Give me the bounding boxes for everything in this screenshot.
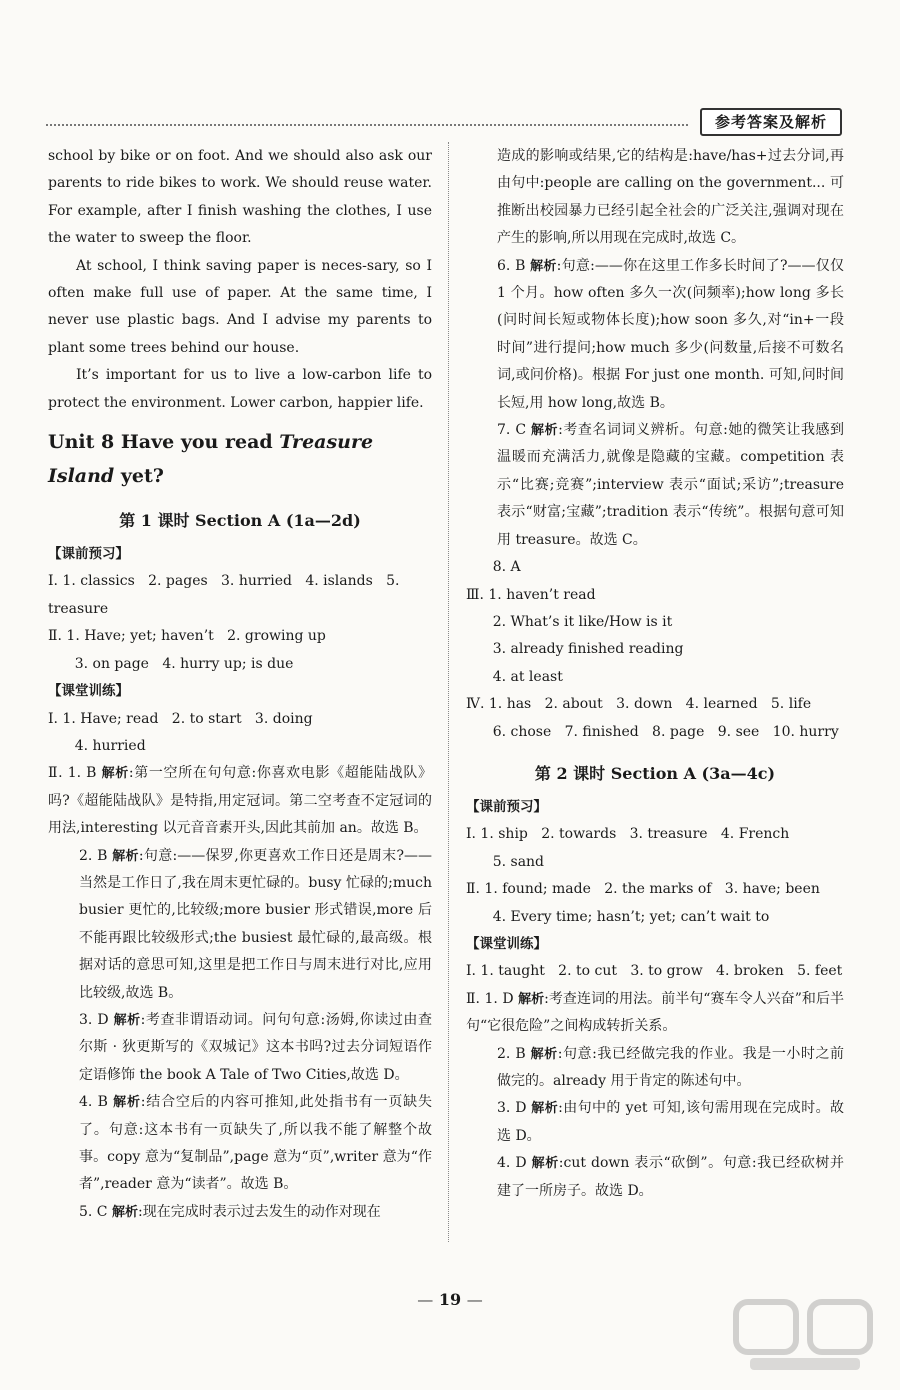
explanation-item: 4. D 解析:cut down 表示“砍倒”。句意:我已经砍树并建了一所房子。故选 D。 [497,1155,844,1199]
page-number: — 19 — [417,1290,483,1309]
left-column [48,143,432,1226]
explanation-item: 7. C 解析:考查名词词义辨析。句意:她的微笑让我感到温暖而充满活力,就像是隐藏的宝藏。competition 表示“比赛;竞赛”;interview 表示“面试;采访”;treasure 表示“财富;宝藏”;tradition 表示“传统”。根据句意可知用 treasure。故选 C。 [497,422,844,548]
explanation-item: Ⅱ. 1. B 解析:第一空所在句句意:你喜欢电影《超能陆战队》吗?《超能陆战队》是特指,用定冠词。第二空考查不定冠词的用法,interesting 以元音音素开头,因此其前加 an。故选 B。 [48,765,432,837]
right-column [466,143,844,1205]
section-tag: 【课堂训练】 [48,683,129,700]
unit-title: Unit 8 Have you read Treasure Island yet? [48,431,374,488]
answer-line: 3. already finished reading [466,641,684,658]
answer-line: 6. chose 7. finished 8. page 9. see 10. hurry [466,723,839,740]
answer-line: Ⅰ. 1. ship 2. towards 3. treasure 4. French [466,826,790,843]
answer-line: 5. sand [466,853,545,870]
essay-paragraph: school by bike or on foot. And we should also ask our parents to ride bikes to work. We should reuse water. For example, after I finish washing the clothes, I use the water to sweep the floor. [48,148,432,247]
section-badge: 参考答案及解析 [700,108,842,136]
answer-line: Ⅰ. 1. Have; read 2. to start 3. doing [48,710,313,727]
explanation-item: 4. B 解析:结合空后的内容可推知,此处指书有一页缺失了。句意:这本书有一页缺失了,所以我不能了解整个故事。copy 意为“复制品”,page 意为“页”,writer 意为“作者”,reader 意为“读者”。故选 B。 [79,1094,432,1193]
answer-line: Ⅱ. 1. Have; yet; haven’t 2. growing up [48,628,326,645]
explanation-item: 2. B 解析:句意:——保罗,你更喜欢工作日还是周末?——当然是工作日了,我在周末更忙碌的。busy 忙碌的;much busier 更忙的,比较级;more busier 形式错误,more 后不能再跟比较级形式;the busiest 最忙碌的,最高级。根据对话的意思可知,这里是把工作日与周末进行对比,应用比较级,故选 B。 [79,847,432,1001]
explanation-item: 3. D 解析:由句中的 yet 可知,该句需用现在完成时。故选 D。 [497,1100,844,1144]
essay-paragraph: At school, I think saving paper is neces-sary, so I often make full use of paper. At the same time, I never use plastic bags. And I advise my parents to plant some trees behind our house. [48,257,432,356]
section-tag: 【课前预习】 [48,546,129,563]
answer-line: 4. at least [466,668,563,685]
answer-line: 3. on page 4. hurry up; is due [48,655,294,672]
answer-line: 8. A [466,559,521,576]
answer-line: 4. Every time; hasn’t; yet; can’t wait to [466,908,770,925]
explanation-item: 6. B 解析:句意:——你在这里工作多长时间了?——仅仅 1 个月。how often 多久一次(问频率);how long 多长(问时间长短或物体长度);how soon 多久,对“in+一段时间”进行提问;how much 多少(问数量,后接不可数名词,或问价格)。根据 For just one month. 可知,问时间长短,用 how long,故选 B。 [497,257,844,411]
answer-line: Ⅰ. 1. classics 2. pages 3. hurried 4. islands 5. treasure [48,573,404,617]
watermark-logo-icon [730,1296,880,1376]
explanation-item: Ⅱ. 1. D 解析:考查连词的用法。前半句“赛车令人兴奋”和后半句“它很危险”之间构成转折关系。 [466,990,844,1035]
explanation-continuation: 造成的影响或结果,它的结构是:have/has+过去分词,再由句中:people are calling on the government... 可推断出校园暴力已经引起全社会的广泛关注,强调对现在产生的影响,所以用现在完成时,故选 C。 [497,148,844,247]
answer-line: 2. What’s it like/How is it [466,613,673,630]
explanation-item: 2. B 解析:句意:我已经做完我的作业。我是一小时之前做完的。already 用于肯定的陈述句中。 [497,1045,844,1089]
lesson-title: 第 2 课时 Section A (3a—4c) [534,763,776,783]
lesson-title: 第 1 课时 Section A (1a—2d) [119,511,361,531]
answer-line: Ⅲ. 1. haven’t read [466,586,596,603]
answer-line: Ⅱ. 1. found; made 2. the marks of 3. have; been [466,881,820,898]
header-rule [46,124,688,126]
explanation-item: 5. C 解析:现在完成时表示过去发生的动作对现在 [79,1203,381,1220]
section-tag: 【课堂训练】 [466,935,547,952]
answer-line: Ⅰ. 1. taught 2. to cut 3. to grow 4. broken 5. feet [466,963,843,980]
answer-line: Ⅳ. 1. has 2. about 3. down 4. learned 5. life [466,696,812,713]
column-divider [448,142,449,1242]
section-tag: 【课前预习】 [466,798,547,815]
explanation-item: 3. D 解析:考查非谓语动词。问句句意:汤姆,你读过由查尔斯 · 狄更斯写的《双城记》这本书吗?过去分词短语作定语修饰 the book A Tale of Two Cities,故选 D。 [79,1011,432,1083]
answer-line: 4. hurried [48,737,146,754]
essay-paragraph: It’s important for us to live a low-carbon life to protect the environment. Lower carbon, happier life. [48,367,432,411]
